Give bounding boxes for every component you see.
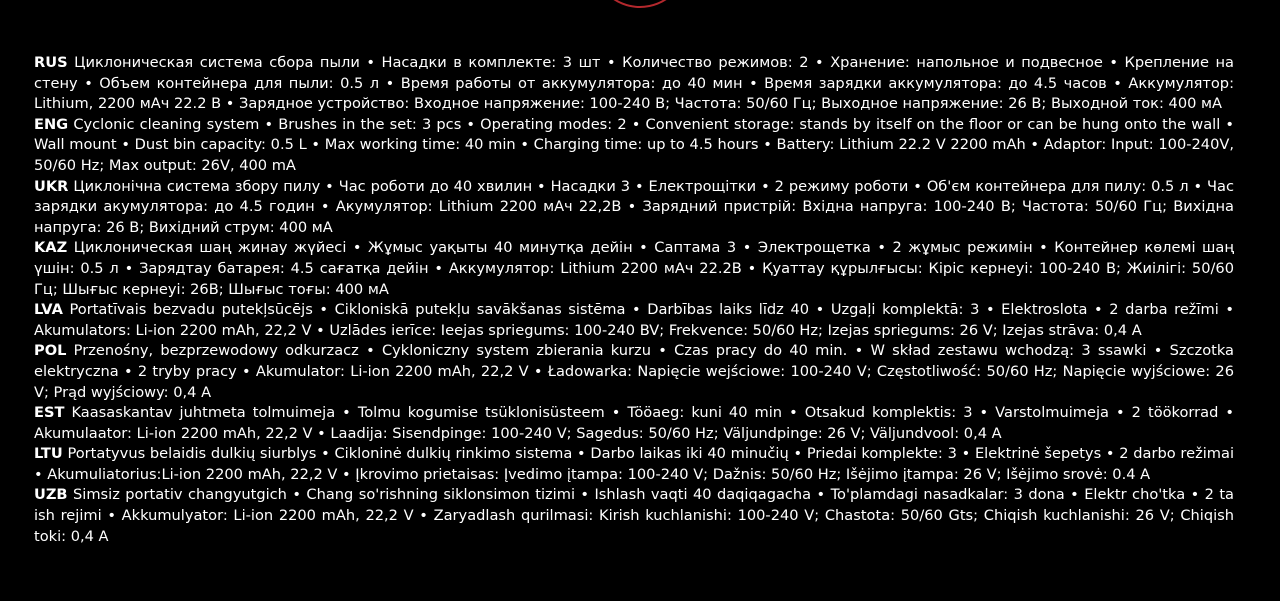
language-code: KAZ: [34, 239, 68, 257]
language-code: UZB: [34, 486, 68, 504]
spec-block-ukr: [34, 177, 1234, 239]
spec-block-est: [34, 403, 1234, 444]
language-code: POL: [34, 342, 67, 360]
spec-text: Циклонічна система збору пилу • Час роботи до 40 хвилин • Насадки 3 • Електрощітки • 2 режиму роботи • Об'єм контейнера для пилу: 0.5 л • Час зарядки акумулятора: до 4.5 годин • Акумулятор: Lithium 2200 мАч 22,2В • Зарядний пристрій: Вхідна напруга: 100-240 В; Частота: 50/60 Гц; Вихідна напруга: 26 В; Вихідний струм: 400 мА: [34, 177, 1234, 236]
spec-block-uzb: [34, 485, 1234, 547]
language-code: LVA: [34, 301, 63, 319]
spec-text: Циклоническая система сбора пыли • Насадки в комплекте: 3 шт • Количество режимов: 2 • Хранение: напольное и подвесное • Крепление на стену • Объем контейнера для пыли: 0.5 л • Время работы от аккумулятора: до 40 мин • Время зарядки аккумулятора: до 4.5 часов • Аккумулятор: Lithium, 2200 мАч 22.2 В • Зарядное устройство: Входное напряжение: 100-240 В; Частота: 50/60 Гц; Выходное напряжение: 26 В; Выходной ток: 400 мА: [34, 54, 1234, 113]
language-code: ENG: [34, 115, 69, 133]
spec-block-kaz: [34, 238, 1234, 300]
language-code: EST: [34, 404, 65, 422]
spec-text: Циклоническая шаң жинау жүйесі • Жұмыс уақыты 40 минутқа дейін • Саптама 3 • Электрощетка • 2 жұмыс режимін • Контейнер көлемі шаң үшін: 0.5 л • Зарядтау батарея: 4.5 сағатқа дейін • Аккумулятор: Lithium 2200 мАч 22.2В • Қуаттау құрылғысы: Кіріс кернеуі: 100-240 В; Жиілігі: 50/60 Гц; Шығыс кернеуі: 26В; Шығыс тоғы: 400 мА: [34, 239, 1234, 298]
spec-block-lva: [34, 300, 1234, 341]
language-code: LTU: [34, 445, 63, 463]
spec-text: Portatīvais bezvadu putekļsūcējs • Cikloniskā putekļu savākšanas sistēma • Darbības laiks līdz 40 • Uzgaļi komplektā: 3 • Elektroslota • 2 darba režīmi • Akumulators: Li-ion 2200 mAh, 22,2 V • Uzlādes ierīce: Ieejas spriegums: 100-240 BV; Frekvence: 50/60 Hz; Izejas spriegums: 26 V; Izejas strāva: 0,4 A: [34, 301, 1234, 339]
spec-block-rus: [34, 53, 1234, 115]
spec-text: Przenośny, bezprzewodowy odkurzacz • Cykloniczny system zbierania kurzu • Czas pracy do 40 min. • W skład zestawu wchodzą: 3 ssawki • Szczotka elektryczna • 2 tryby pracy • Akumulator: Li-ion 2200 mAh, 22,2 V • Ładowarka: Napięcie wejściowe: 100-240 V; Częstotliwość: 50/60 Hz; Napięcie wyjściowe: 26 V; Prąd wyjściowy: 0,4 A: [34, 342, 1235, 401]
spec-block-eng: [34, 115, 1234, 177]
spec-text: Portatyvus belaidis dulkių siurblys • Cikloninė dulkių rinkimo sistema • Darbo laikas iki 40 minučių • Priedai komplekte: 3 • Elektrinė šepetys • 2 darbo režimai • Akumuliatorius:Li-ion 2200 mAh, 22,2 V • Įkrovimo prietaisas: Įvedimo įtampa: 100-240 V; Dažnis: 50/60 Hz; Išėjimo įtampa: 26 V; Išėjimo srovė: 0.4 A: [34, 445, 1235, 483]
brand-circle-arc: [592, 0, 688, 8]
spec-block-ltu: [34, 444, 1234, 485]
language-code: RUS: [34, 54, 68, 71]
spec-text: Cyclonic cleaning system • Brushes in the set: 3 pcs • Operating modes: 2 • Convenient storage: stands by itself on the floor or can be hung onto the wall • Wall mount • Dust bin capacity: 0.5 L • Max working time: 40 min • Charging time: up to 4.5 hours • Battery: Lithium 22.2 V 2200 mAh • Adaptor: Input: 100-240V, 50/60 Hz; Max output: 26V, 400 mA: [34, 115, 1235, 174]
language-code: UKR: [34, 177, 69, 195]
spec-block-pol: [34, 341, 1234, 403]
multilingual-specifications: [34, 53, 1234, 547]
spec-text: Kaasaskantav juhtmeta tolmuimeja • Tolmu kogumise tsüklonisüsteem • Tööaeg: kuni 40 min • Otsakud komplektis: 3 • Varstolmuimeja • 2 töökorrad • Akumulaator: Li-ion 2200 mAh, 22,2 V • Laadija: Sisendpinge: 100-240 V; Sagedus: 50/60 Hz; Väljundpinge: 26 V; Väljundvool: 0,4 A: [34, 404, 1235, 442]
spec-text: Simsiz portativ changyutgich • Chang so'rishning siklonsimon tizimi • Ishlash vaqti 40 daqiqagacha • To'plamdagi nasadkalar: 3 dona • Elektr cho'tka • 2 ta ish rejimi • Akkumulyator: Li-ion 2200 mAh, 22,2 V • Zaryadlash qurilmasi: Kirish kuchlanishi: 100-240 V; Chastota: 50/60 Gts; Chiqish kuchlanishi: 26 V; Chiqish toki: 0,4 A: [34, 486, 1234, 545]
